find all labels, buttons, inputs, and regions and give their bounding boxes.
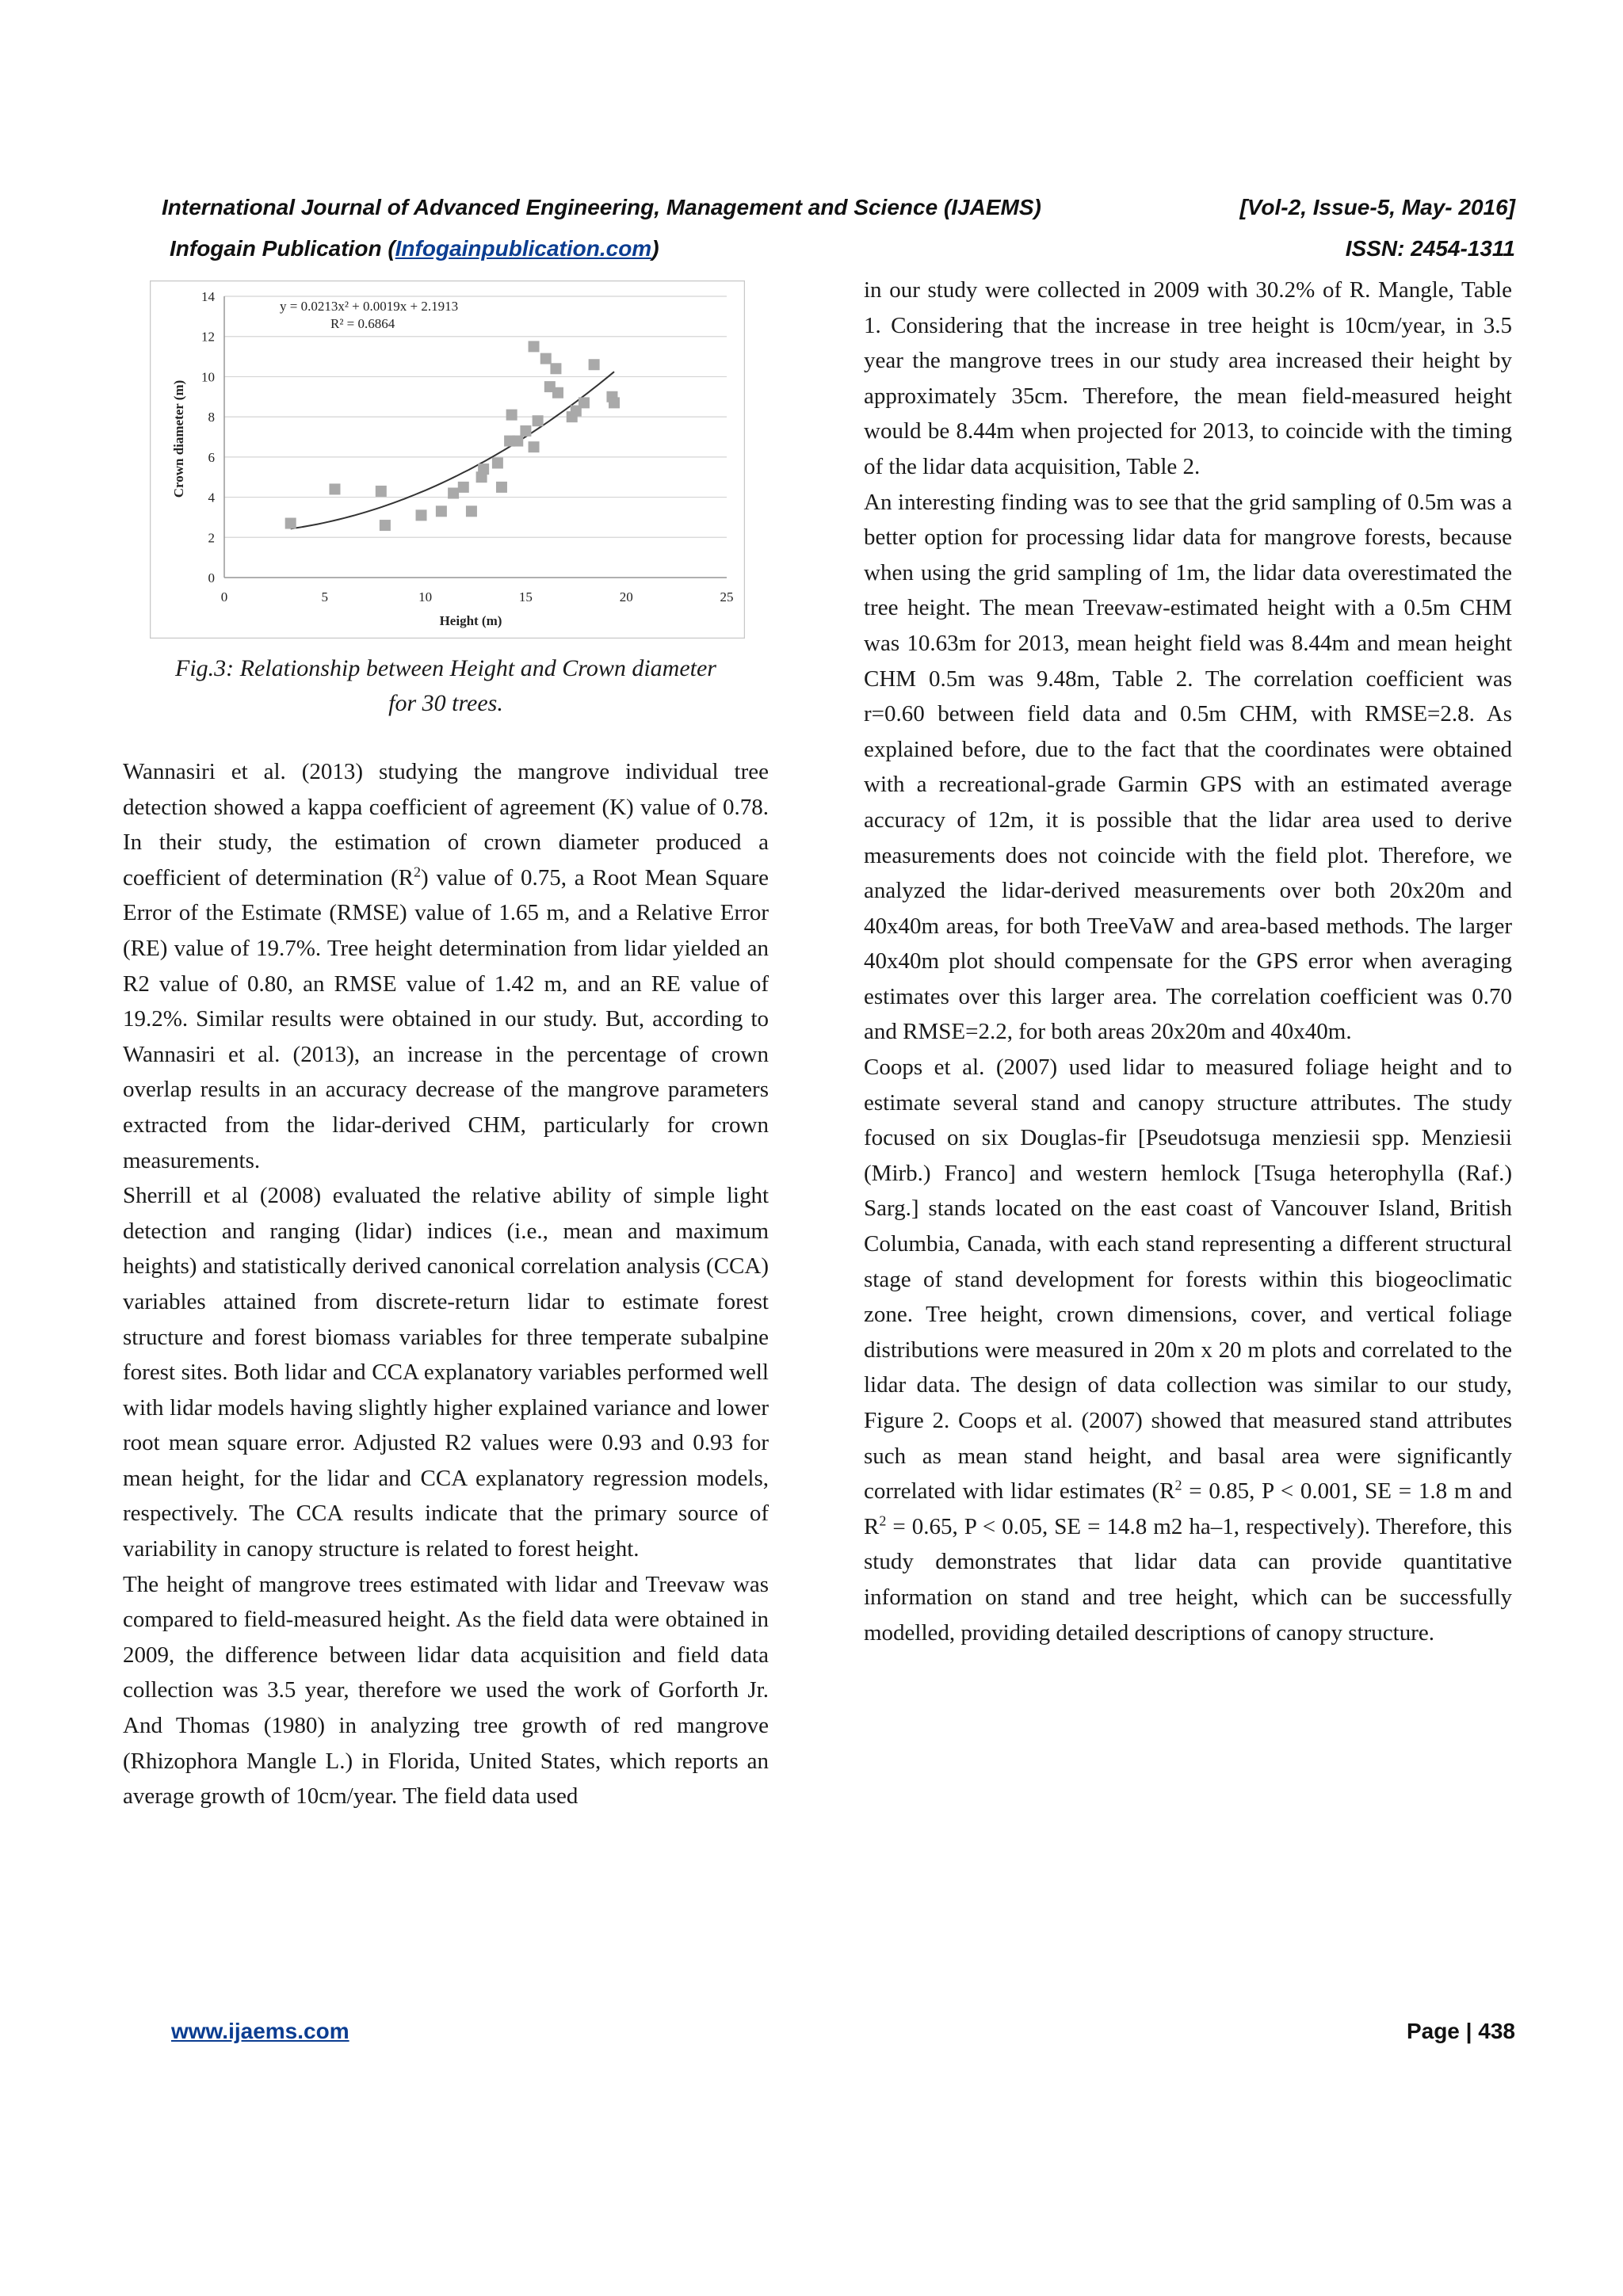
data-point [589, 359, 600, 370]
paragraph-field-data: in our study were collected in 2009 with 30.2% of R. Mangle, Table 1. Considering that the increase in tree height is 10cm/year, in 3.5 year the mangrove trees in our study area increased their height by approximately 35cm. Therefore, the mean field-measured height would be 8.44m when projected for 2013, to coincide with the timing of the lidar data acquisition, Table 2. [864, 277, 1512, 479]
data-point [512, 436, 523, 447]
issn: ISSN: 2454-1311 [1345, 236, 1515, 261]
publisher-line [170, 236, 1515, 261]
data-point [329, 483, 340, 494]
x-tick-label: 0 [220, 589, 228, 605]
superscript: 2 [414, 864, 422, 880]
running-header [162, 195, 1515, 220]
text-run: = 0.65, P < 0.05, SE = 14.8 m2 ha–1, respectively). Therefore, this study demonstrates that lidar data can provide quantitative information on stand and tree height, which can be successfully modelled, providing detailed descriptions of canopy structure. [864, 1513, 1512, 1646]
publisher-link[interactable]: Infogainpublication.com [395, 236, 652, 261]
data-point [540, 353, 552, 364]
text-run: Coops et al. (2007) used lidar to measured foliage height and to estimate several stand and canopy structure attributes. The study focused on six Douglas-fir [Pseudotsuga menziesii spp. Menziesii (Mirb.) Franco] and western hemlock [Tsuga heterophylla (Raf.) Sarg.] stands located on the east coast of Vancouver Island, British Columbia, Canada, with each stand representing a different structural stage of stand development for forests within this biogeoclimatic zone. Tree height, crown dimensions, cover, and vertical foliage distributions were measured in 20m x 20 m plots and correlated to the lidar data. The design of data collection was similar to our study, Figure 2. Coops et al. (2007) showed that measured stand attributes such as mean stand height, and basal area were significantly correlated with lidar estimates (R [864, 1055, 1512, 1505]
figure-scatter-chart [150, 280, 745, 639]
text-run: ) value of 0.75, a Root Mean Square Error of the Estimate (RMSE) value of 1.65 m, and a Relative Error (RE) value of 19.7%. Tree height determination from lidar yielded an R2 value of 0.80, an RMSE value of 1.42 m, and an RE value of 19.2%. Similar results were obtained in our study. But, according to Wannasiri et al. (2013), an increase in the percentage of crown overlap results in an accuracy decrease of the mangrove parameters extracted from the lidar-derived CHM, particularly for crown measurements. [123, 864, 769, 1173]
footer-url-link[interactable]: www.ijaems.com [171, 2019, 349, 2043]
data-point [550, 363, 561, 374]
y-tick-label: 12 [201, 329, 215, 345]
page-number: Page | 438 [1406, 2019, 1515, 2043]
x-tick-label: 15 [518, 589, 533, 605]
data-point [458, 482, 469, 493]
y-axis-label: Crown diameter (m) [171, 379, 186, 498]
paragraph-wannasiri [123, 754, 769, 1178]
text-run: Wannasiri et al. (2013) studying the mangrove individual tree detection showed a kappa coefficient of agreement (K) value of 0.78. In their study, the estimation of crown diameter produced a coefficient of determination (R [123, 759, 769, 891]
paragraph-coops [864, 1050, 1512, 1650]
scatter-chart [150, 280, 745, 639]
data-point [492, 457, 503, 468]
text-run: = 0.85, P < 0.001, SE = 1.8 m and R [864, 1478, 1513, 1539]
y-tick-label: 2 [208, 530, 215, 546]
y-tick-label: 0 [208, 570, 215, 585]
figure-caption-line2: for 30 trees. [388, 690, 503, 716]
data-point [285, 518, 296, 529]
data-point [496, 482, 507, 493]
data-point [552, 387, 563, 399]
data-point [380, 520, 391, 531]
x-tick-label: 10 [418, 589, 433, 605]
chart-frame [151, 281, 745, 639]
x-tick-label: 25 [720, 589, 734, 605]
figure-caption-line1: Fig.3: Relationship between Height and Crown diameter [175, 655, 716, 681]
data-point [416, 509, 427, 521]
data-point [376, 486, 387, 497]
data-point [466, 505, 477, 517]
paragraph-height-comparison: The height of mangrove trees estimated with lidar and Treevaw was compared to field-measured height. As the field data were obtained in 2009, the difference between lidar data acquisition and field data collection was 3.5 year, therefore we used the work of Gorforth Jr. And Thomas (1980) in analyzing tree growth of red mangrove (Rhizophora Mangle L.) in Florida, United States, which reports an average growth of 10cm/year. The field data used [123, 1571, 769, 1810]
data-point [506, 410, 517, 421]
data-point [436, 505, 447, 517]
y-tick-label: 4 [208, 490, 215, 505]
left-column [123, 754, 769, 1814]
data-point [520, 425, 531, 437]
volume-info: [Vol-2, Issue-5, May- 2016] [1239, 195, 1515, 219]
publisher-prefix: Infogain Publication ( [170, 236, 395, 261]
x-tick-label: 20 [619, 589, 633, 605]
data-point [533, 415, 544, 426]
paragraph-sherrill: Sherrill et al (2008) evaluated the relative ability of simple light detection and ranging (lidar) indices (i.e., mean and maximum heights) and statistically derived canonical correlation analysis (CCA) variables attained from discrete-return lidar to estimate forest structure and forest biomass variables for three temperate subalpine forest sites. Both lidar and CCA explanatory variables performed well with lidar models having slightly higher explained variance and lower root mean square error. Adjusted R2 values were 0.93 and 0.93 for mean height, for the lidar and CCA explanatory regression models, respectively. The CCA results indicate that the primary source of variability in canopy structure is related to forest height. [123, 1183, 769, 1562]
data-point [448, 488, 459, 499]
r-squared-label: R² = 0.6864 [330, 316, 395, 331]
publisher-suffix: ) [651, 236, 659, 261]
data-point [529, 341, 540, 352]
data-point [529, 441, 540, 452]
x-axis-label: Height (m) [439, 613, 502, 628]
y-tick-label: 10 [201, 369, 215, 385]
journal-title: International Journal of Advanced Engineering, Management and Science (IJAEMS) [162, 195, 1041, 219]
data-point [478, 463, 489, 475]
y-tick-label: 14 [201, 289, 215, 304]
x-tick-label: 5 [321, 589, 329, 605]
y-tick-label: 6 [208, 449, 215, 465]
y-tick-label: 8 [208, 410, 215, 425]
data-point [609, 397, 620, 408]
figure-caption [123, 651, 769, 721]
superscript: 2 [1174, 1477, 1182, 1493]
data-point [579, 397, 590, 408]
trend-equation: y = 0.0213x² + 0.0019x + 2.1913 [280, 299, 459, 314]
superscript: 2 [879, 1512, 887, 1529]
right-column [864, 273, 1512, 1650]
paragraph-grid-sampling: An interesting finding was to see that the grid sampling of 0.5m was a better option for processing lidar data for mangrove forests, because when using the grid sampling of 1m, the lidar data overestimated the tree height. The mean Treevaw-estimated height with a 0.5m CHM was 10.63m for 2013, mean height field was 8.44m and mean height CHM 0.5m was 9.48m, Table 2. The correlation coefficient was r=0.60 between field data and 0.5m CHM, with RMSE=2.8. As explained before, due to the fact that the coordinates were obtained with a recreational-grade Garmin GPS with an estimated average accuracy of 12m, it is possible that the lidar area used to derive measurements does not coincide with the field plot. Therefore, we analyzed the lidar-derived measurements over both 20x20m and 40x40m areas, for both TreeVaW and area-based methods. The larger 40x40m plot should compensate for the GPS error when averaging estimates over this larger area. The correlation coefficient was 0.70 and RMSE=2.2, for both areas 20x20m and 40x40m. [864, 489, 1512, 1045]
